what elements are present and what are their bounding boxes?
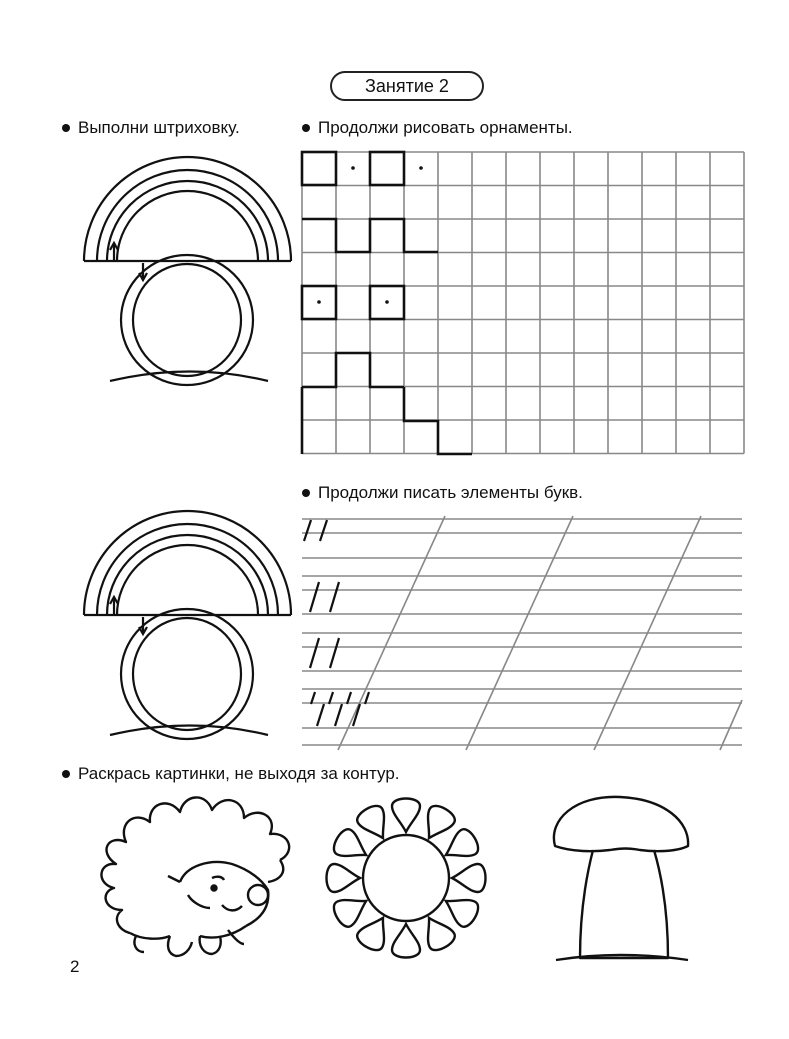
instruction-ornaments-text: Продолжи рисовать орнаменты.: [318, 118, 573, 137]
letter-writing-area: [302, 516, 742, 750]
instruction-hatch-text: Выполни штриховку.: [78, 118, 240, 137]
page-number: 2: [70, 957, 80, 976]
petal: [452, 864, 486, 892]
instruction-letters-text: Продолжи писать элементы букв.: [318, 483, 583, 502]
petal: [392, 924, 420, 958]
ornament-grid: [302, 152, 744, 454]
lesson-title: Занятие 2: [365, 75, 449, 96]
hatch-mushroom-top-icon: [84, 157, 291, 385]
coloring-mushroom-icon: [554, 797, 688, 960]
flower-icon: [327, 799, 486, 958]
hatch-mushroom-bottom-icon: [84, 511, 291, 739]
petal: [327, 864, 361, 892]
instruction-coloring-text: Раскрась картинки, не выходя за контур.: [78, 764, 400, 783]
petal: [392, 799, 420, 833]
hedgehog-icon: [101, 797, 289, 956]
